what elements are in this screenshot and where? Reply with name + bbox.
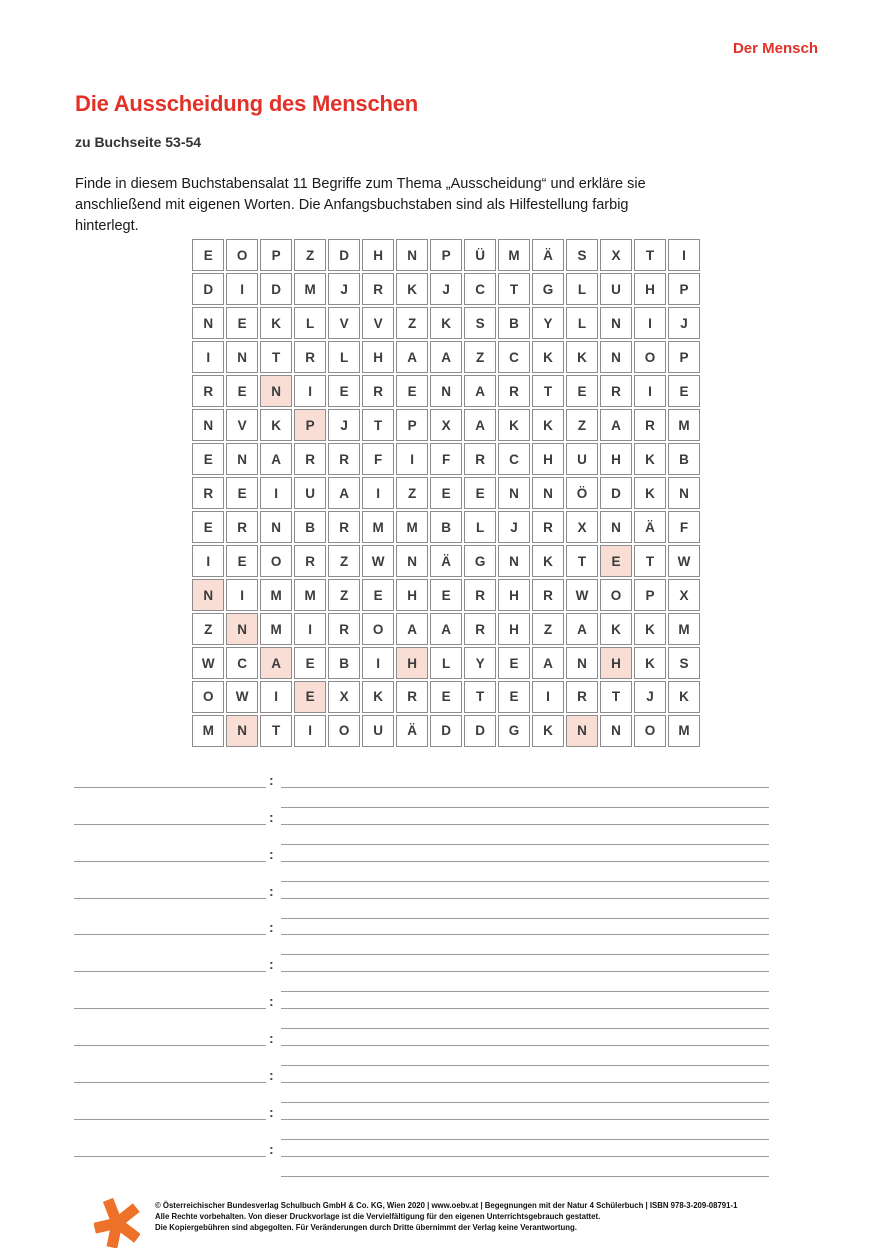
grid-cell[interactable]: T — [532, 375, 564, 407]
grid-cell[interactable]: P — [430, 239, 462, 271]
grid-cell[interactable]: W — [566, 579, 598, 611]
grid-cell[interactable]: U — [566, 443, 598, 475]
grid-cell[interactable]: M — [260, 613, 292, 645]
answer-colon: : — [269, 772, 274, 788]
grid-cell[interactable]: J — [328, 409, 360, 441]
grid-cell[interactable]: I — [532, 681, 564, 713]
answer-word-line[interactable] — [74, 1045, 266, 1046]
grid-cell[interactable]: E — [226, 375, 258, 407]
grid-cell[interactable]: O — [600, 579, 632, 611]
grid-cell[interactable]: Z — [396, 477, 428, 509]
answer-entry — [0, 991, 890, 1033]
answer-explanation-line-1[interactable] — [281, 824, 769, 825]
answer-explanation-line-1[interactable] — [281, 1045, 769, 1046]
grid-cell[interactable]: I — [634, 375, 666, 407]
grid-cell[interactable]: Z — [532, 613, 564, 645]
grid-cell[interactable]: L — [566, 307, 598, 339]
grid-cell[interactable]: A — [430, 341, 462, 373]
answer-explanation-line-1[interactable] — [281, 934, 769, 935]
answer-explanation-line-1[interactable] — [281, 1008, 769, 1009]
grid-cell[interactable]: Ä — [430, 545, 462, 577]
grid-cell[interactable]: X — [668, 579, 700, 611]
grid-cell[interactable]: F — [430, 443, 462, 475]
grid-cell[interactable]: T — [634, 545, 666, 577]
grid-cell[interactable]: H — [634, 273, 666, 305]
grid-cell[interactable]: I — [260, 681, 292, 713]
grid-cell[interactable]: N — [600, 341, 632, 373]
grid-cell[interactable]: T — [260, 715, 292, 747]
grid-cell[interactable]: I — [294, 613, 326, 645]
grid-cell[interactable]: K — [566, 341, 598, 373]
grid-cell[interactable]: P — [668, 341, 700, 373]
grid-cell[interactable]: E — [294, 647, 326, 679]
grid-cell[interactable]: R — [532, 579, 564, 611]
grid-cell[interactable]: N — [226, 443, 258, 475]
grid-cell[interactable]: P — [634, 579, 666, 611]
grid-cell[interactable]: N — [260, 375, 292, 407]
grid-cell[interactable]: M — [668, 715, 700, 747]
answer-explanation-line-1[interactable] — [281, 1156, 769, 1157]
grid-cell[interactable]: K — [634, 477, 666, 509]
grid-cell[interactable]: X — [566, 511, 598, 543]
grid-cell[interactable]: C — [464, 273, 496, 305]
answer-colon: : — [269, 956, 274, 973]
grid-cell[interactable]: E — [192, 443, 224, 475]
answer-word-line[interactable] — [74, 1119, 266, 1120]
grid-cell[interactable]: B — [294, 511, 326, 543]
grid-cell[interactable]: R — [192, 375, 224, 407]
answer-colon: : — [269, 1140, 274, 1157]
grid-cell[interactable]: P — [294, 409, 326, 441]
grid-cell[interactable]: I — [396, 443, 428, 475]
grid-cell[interactable]: K — [498, 409, 530, 441]
grid-cell[interactable]: J — [430, 273, 462, 305]
word-search-grid — [192, 239, 700, 747]
grid-cell[interactable]: G — [532, 273, 564, 305]
answer-colon: : — [269, 993, 274, 1010]
answer-explanation-line-1[interactable] — [281, 898, 769, 899]
answer-entry — [0, 917, 890, 959]
grid-cell[interactable]: K — [600, 613, 632, 645]
grid-cell[interactable]: I — [362, 477, 394, 509]
grid-cell[interactable]: G — [498, 715, 530, 747]
grid-cell[interactable]: R — [464, 579, 496, 611]
grid-cell[interactable]: B — [430, 511, 462, 543]
grid-cell[interactable]: U — [362, 715, 394, 747]
grid-cell[interactable]: T — [600, 681, 632, 713]
grid-cell[interactable]: N — [192, 307, 224, 339]
grid-cell[interactable]: I — [668, 239, 700, 271]
grid-cell[interactable]: R — [498, 375, 530, 407]
grid-cell[interactable]: A — [328, 477, 360, 509]
grid-cell[interactable]: A — [396, 613, 428, 645]
grid-cell[interactable]: A — [464, 409, 496, 441]
imprint-text — [155, 1201, 795, 1233]
grid-cell[interactable]: R — [566, 681, 598, 713]
grid-cell[interactable]: W — [226, 681, 258, 713]
grid-cell[interactable]: N — [396, 545, 428, 577]
grid-cell[interactable]: H — [498, 579, 530, 611]
grid-cell[interactable]: J — [668, 307, 700, 339]
grid-cell[interactable]: W — [192, 647, 224, 679]
grid-cell[interactable]: C — [226, 647, 258, 679]
grid-cell[interactable]: F — [668, 511, 700, 543]
grid-cell[interactable]: A — [260, 443, 292, 475]
grid-cell[interactable]: T — [464, 681, 496, 713]
grid-cell[interactable]: N — [498, 545, 530, 577]
grid-cell[interactable]: Y — [464, 647, 496, 679]
grid-cell[interactable]: O — [192, 681, 224, 713]
grid-cell[interactable]: C — [498, 341, 530, 373]
grid-cell[interactable]: Z — [464, 341, 496, 373]
answer-colon: : — [269, 1066, 274, 1083]
grid-cell[interactable]: L — [464, 511, 496, 543]
grid-cell[interactable]: O — [260, 545, 292, 577]
answer-word-line[interactable] — [74, 1008, 266, 1009]
grid-cell[interactable]: Z — [294, 239, 326, 271]
grid-cell[interactable]: N — [532, 477, 564, 509]
grid-cell[interactable]: R — [192, 477, 224, 509]
grid-cell[interactable]: O — [634, 715, 666, 747]
grid-cell[interactable]: H — [600, 647, 632, 679]
grid-cell[interactable]: E — [294, 681, 326, 713]
grid-cell[interactable]: A — [260, 647, 292, 679]
grid-cell[interactable]: Z — [328, 579, 360, 611]
answer-colon: : — [269, 808, 274, 825]
answer-colon: : — [269, 1029, 274, 1046]
grid-cell[interactable]: U — [294, 477, 326, 509]
imprint-line: © Österreichischer Bundesverlag Schulbuch GmbH & Co. KG, Wien 2020 | www.oebv.at | Begegnungen mit der Natur 4 Schülerbuch | ISBN 978-3-209-08791-1 — [155, 1201, 738, 1210]
grid-cell[interactable]: Ü — [464, 239, 496, 271]
grid-cell[interactable]: E — [226, 477, 258, 509]
grid-cell[interactable]: E — [498, 647, 530, 679]
grid-cell[interactable]: M — [396, 511, 428, 543]
grid-cell[interactable]: T — [260, 341, 292, 373]
imprint-line: Alle Rechte vorbehalten. Von dieser Druckvorlage ist die Vervielfältigung für den eigenen Unterrichtsgebrauch gestattet. — [155, 1211, 601, 1221]
grid-cell[interactable]: E — [396, 375, 428, 407]
grid-cell[interactable]: N — [226, 341, 258, 373]
grid-cell[interactable]: L — [328, 341, 360, 373]
grid-cell[interactable]: E — [668, 375, 700, 407]
grid-cell[interactable]: N — [430, 375, 462, 407]
answer-colon: : — [269, 1103, 274, 1120]
grid-cell[interactable]: M — [668, 409, 700, 441]
grid-cell[interactable]: A — [464, 375, 496, 407]
grid-cell[interactable]: C — [498, 443, 530, 475]
grid-cell[interactable]: J — [634, 681, 666, 713]
grid-cell[interactable]: M — [294, 579, 326, 611]
grid-cell[interactable]: K — [668, 681, 700, 713]
grid-cell[interactable]: D — [260, 273, 292, 305]
grid-cell[interactable]: R — [600, 375, 632, 407]
grid-cell[interactable]: R — [532, 511, 564, 543]
grid-cell[interactable]: I — [260, 477, 292, 509]
grid-cell[interactable]: O — [328, 715, 360, 747]
grid-cell[interactable]: V — [362, 307, 394, 339]
grid-cell[interactable]: N — [226, 613, 258, 645]
grid-cell[interactable]: P — [668, 273, 700, 305]
grid-cell[interactable]: Ä — [396, 715, 428, 747]
grid-cell[interactable]: M — [498, 239, 530, 271]
chapter-label: Der Mensch — [732, 40, 818, 57]
grid-cell[interactable]: Y — [532, 307, 564, 339]
grid-cell[interactable]: I — [192, 545, 224, 577]
grid-cell[interactable]: S — [566, 239, 598, 271]
grid-cell[interactable]: N — [396, 239, 428, 271]
grid-cell[interactable]: P — [260, 239, 292, 271]
grid-cell[interactable]: L — [430, 647, 462, 679]
grid-cell[interactable]: E — [226, 545, 258, 577]
grid-cell[interactable]: Z — [192, 613, 224, 645]
grid-cell[interactable]: E — [464, 477, 496, 509]
answer-entry — [0, 1102, 890, 1144]
answer-word-line[interactable] — [74, 861, 266, 862]
grid-cell[interactable]: R — [362, 273, 394, 305]
grid-cell[interactable]: I — [226, 579, 258, 611]
grid-cell[interactable]: Ä — [634, 511, 666, 543]
grid-cell[interactable]: K — [532, 409, 564, 441]
answer-entry — [0, 954, 890, 996]
grid-cell[interactable]: S — [464, 307, 496, 339]
grid-cell[interactable]: A — [396, 341, 428, 373]
grid-cell[interactable]: O — [226, 239, 258, 271]
imprint-line: Die Kopiergebühren sind abgegolten. Für Veränderungen durch Dritte übernimmt der Verlag keine Verantwortung. — [155, 1222, 577, 1232]
grid-cell[interactable]: E — [430, 477, 462, 509]
grid-cell[interactable]: N — [192, 409, 224, 441]
grid-cell[interactable]: A — [532, 647, 564, 679]
grid-cell[interactable]: K — [362, 681, 394, 713]
grid-cell[interactable]: L — [294, 307, 326, 339]
grid-cell[interactable]: N — [668, 477, 700, 509]
answer-explanation-line-1[interactable] — [281, 971, 769, 972]
page-subtitle: zu Buchseite 53-54 — [75, 134, 202, 150]
grid-cell[interactable]: L — [566, 273, 598, 305]
grid-cell[interactable]: E — [362, 579, 394, 611]
grid-cell[interactable]: Ä — [532, 239, 564, 271]
answer-word-line[interactable] — [74, 1082, 266, 1083]
grid-cell[interactable]: I — [226, 273, 258, 305]
grid-cell[interactable]: M — [260, 579, 292, 611]
grid-cell[interactable]: R — [328, 443, 360, 475]
answer-entry — [0, 1028, 890, 1070]
grid-cell[interactable]: K — [532, 715, 564, 747]
grid-cell[interactable]: K — [396, 273, 428, 305]
grid-cell[interactable]: R — [294, 443, 326, 475]
grid-cell[interactable]: N — [600, 307, 632, 339]
grid-cell[interactable]: T — [566, 545, 598, 577]
grid-cell[interactable]: H — [362, 341, 394, 373]
grid-cell[interactable]: A — [566, 613, 598, 645]
grid-cell[interactable]: R — [294, 545, 326, 577]
grid-cell[interactable]: D — [600, 477, 632, 509]
answer-entry — [0, 807, 890, 849]
grid-cell[interactable]: I — [362, 647, 394, 679]
grid-cell[interactable]: V — [328, 307, 360, 339]
grid-cell[interactable]: B — [668, 443, 700, 475]
answer-entry — [0, 881, 890, 923]
grid-cell[interactable]: M — [668, 613, 700, 645]
answer-word-line[interactable] — [74, 787, 266, 788]
grid-cell[interactable]: E — [600, 545, 632, 577]
grid-cell[interactable]: P — [396, 409, 428, 441]
grid-cell[interactable]: V — [226, 409, 258, 441]
instruction-line: anschließend mit eigenen Worten. Die Anfangsbuchstaben sind als Hilfestellung farbig — [75, 197, 629, 213]
grid-cell[interactable]: A — [430, 613, 462, 645]
answer-explanation-line-1[interactable] — [281, 787, 769, 788]
grid-cell[interactable]: E — [192, 511, 224, 543]
answer-explanation-line-1[interactable] — [281, 1119, 769, 1120]
grid-cell[interactable]: E — [430, 681, 462, 713]
grid-cell[interactable]: M — [294, 273, 326, 305]
grid-cell[interactable]: K — [634, 443, 666, 475]
grid-cell[interactable]: T — [362, 409, 394, 441]
answer-entry — [0, 770, 890, 812]
answer-word-line[interactable] — [74, 971, 266, 972]
grid-cell[interactable]: H — [396, 579, 428, 611]
grid-cell[interactable]: T — [634, 239, 666, 271]
grid-cell[interactable]: D — [192, 273, 224, 305]
grid-cell[interactable]: K — [532, 545, 564, 577]
grid-cell[interactable]: R — [634, 409, 666, 441]
answer-word-line[interactable] — [74, 898, 266, 899]
grid-cell[interactable]: Z — [566, 409, 598, 441]
answer-colon: : — [269, 882, 274, 899]
grid-cell[interactable]: K — [634, 613, 666, 645]
grid-cell[interactable]: W — [362, 545, 394, 577]
grid-cell[interactable]: D — [464, 715, 496, 747]
grid-cell[interactable]: F — [362, 443, 394, 475]
grid-cell[interactable]: W — [668, 545, 700, 577]
task-instructions — [75, 174, 646, 237]
answer-word-line[interactable] — [74, 1156, 266, 1157]
instruction-line: Finde in diesem Buchstabensalat 11 Begriffe zum Thema „Ausscheidung“ und erkläre sie — [75, 176, 646, 192]
grid-cell[interactable]: N — [566, 647, 598, 679]
answer-explanation-line-1[interactable] — [281, 1082, 769, 1083]
grid-cell[interactable]: R — [464, 443, 496, 475]
answer-word-line[interactable] — [74, 824, 266, 825]
grid-cell[interactable]: Z — [328, 545, 360, 577]
grid-cell[interactable]: O — [362, 613, 394, 645]
answer-colon: : — [269, 919, 274, 936]
grid-cell[interactable]: X — [328, 681, 360, 713]
grid-cell[interactable]: M — [192, 715, 224, 747]
grid-cell[interactable]: O — [634, 341, 666, 373]
instruction-line: hinterlegt. — [75, 218, 139, 234]
grid-cell[interactable]: G — [464, 545, 496, 577]
grid-cell[interactable]: N — [600, 715, 632, 747]
grid-cell[interactable]: J — [328, 273, 360, 305]
oebv-logo-icon — [94, 1198, 140, 1248]
grid-cell[interactable]: N — [566, 715, 598, 747]
grid-cell[interactable]: R — [328, 613, 360, 645]
grid-cell[interactable]: I — [192, 341, 224, 373]
grid-cell[interactable]: I — [634, 307, 666, 339]
grid-cell[interactable]: N — [498, 477, 530, 509]
grid-cell[interactable]: H — [396, 647, 428, 679]
grid-cell[interactable]: I — [294, 375, 326, 407]
grid-cell[interactable]: H — [498, 613, 530, 645]
answer-colon: : — [269, 845, 274, 862]
grid-cell[interactable]: X — [430, 409, 462, 441]
grid-cell[interactable]: R — [464, 613, 496, 645]
grid-cell[interactable]: X — [600, 239, 632, 271]
grid-cell[interactable]: H — [362, 239, 394, 271]
grid-cell[interactable]: T — [498, 273, 530, 305]
grid-cell[interactable]: I — [294, 715, 326, 747]
page-title: Die Ausscheidung des Menschen — [75, 91, 419, 116]
grid-cell[interactable]: M — [362, 511, 394, 543]
grid-cell[interactable]: R — [226, 511, 258, 543]
grid-cell[interactable]: A — [600, 409, 632, 441]
grid-cell[interactable]: Z — [396, 307, 428, 339]
answer-entry — [0, 844, 890, 886]
grid-cell[interactable]: E — [192, 239, 224, 271]
grid-cell[interactable]: K — [260, 307, 292, 339]
grid-cell[interactable]: K — [260, 409, 292, 441]
grid-cell[interactable]: E — [566, 375, 598, 407]
grid-cell[interactable]: K — [430, 307, 462, 339]
grid-cell[interactable]: R — [328, 511, 360, 543]
grid-cell[interactable]: Ö — [566, 477, 598, 509]
grid-cell[interactable]: H — [532, 443, 564, 475]
grid-cell[interactable]: D — [430, 715, 462, 747]
grid-cell[interactable]: E — [328, 375, 360, 407]
grid-cell[interactable]: U — [600, 273, 632, 305]
grid-cell[interactable]: S — [668, 647, 700, 679]
grid-cell[interactable]: N — [226, 715, 258, 747]
grid-cell[interactable]: R — [294, 341, 326, 373]
grid-cell[interactable]: N — [192, 579, 224, 611]
grid-cell[interactable]: D — [328, 239, 360, 271]
grid-cell[interactable]: N — [600, 511, 632, 543]
grid-cell[interactable]: K — [634, 647, 666, 679]
answer-explanation-line-2[interactable] — [281, 1176, 769, 1177]
answer-word-line[interactable] — [74, 934, 266, 935]
answer-entry — [0, 1065, 890, 1107]
grid-cell[interactable]: K — [532, 341, 564, 373]
grid-cell[interactable]: B — [328, 647, 360, 679]
answer-explanation-line-1[interactable] — [281, 861, 769, 862]
grid-cell[interactable]: R — [362, 375, 394, 407]
answer-entry — [0, 1139, 890, 1181]
grid-cell[interactable]: E — [430, 579, 462, 611]
grid-cell[interactable]: E — [226, 307, 258, 339]
grid-cell[interactable]: J — [498, 511, 530, 543]
grid-cell[interactable]: H — [600, 443, 632, 475]
grid-cell[interactable]: N — [260, 511, 292, 543]
grid-cell[interactable]: B — [498, 307, 530, 339]
grid-cell[interactable]: E — [498, 681, 530, 713]
grid-cell[interactable]: R — [396, 681, 428, 713]
